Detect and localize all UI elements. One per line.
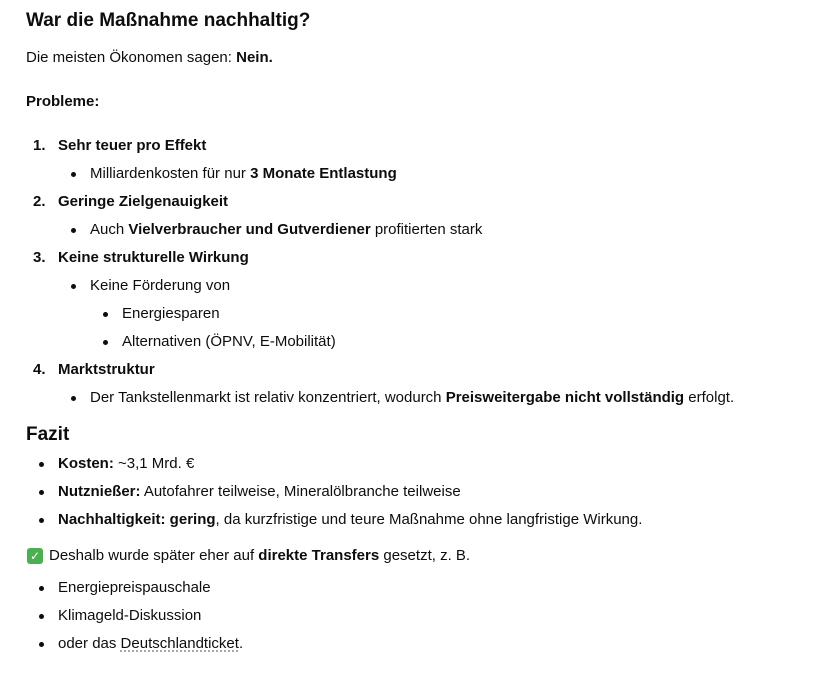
problem-item [26,188,814,244]
problem-item [26,132,814,188]
problem-title: Keine strukturelle Wirkung [58,249,249,266]
example-item: oder das Deutschlandticket. [26,630,814,658]
problem-title: Marktstruktur [58,361,155,378]
problem-detail-list [58,160,814,188]
deutschlandticket-link[interactable]: Deutschlandticket [120,635,239,652]
problem-detail: Auch Vielverbraucher und Gutverdiener profitierten stark [58,216,814,244]
fazit-item: Nachhaltigkeit: gering, da kurzfristige und teure Maßnahme ohne langfristige Wirkung. [26,506,814,534]
intro-answer: Nein. [236,49,273,66]
section-heading: War die Maßnahme nachhaltig? [26,10,311,31]
problem-detail-list [58,384,814,412]
example-item: Klimageld-Diskussion [26,602,814,630]
problem-number: 3. [33,249,46,266]
examples-list [26,574,814,658]
check-mark-button-icon: ✓ [27,548,43,564]
fazit-list [26,450,814,534]
problem-subdetail-list [90,300,814,356]
problem-item [26,244,814,356]
conclusion-text: Deshalb wurde später eher auf direkte Transfers gesetzt, z. B. [49,547,471,564]
problem-detail: Der Tankstellenmarkt ist relativ konzentriert, wodurch Preisweitergabe nicht vollständig erfolgt. [58,384,814,412]
problem-item [26,356,814,412]
fazit-item: Nutznießer: Autofahrer teilweise, Mineralölbranche teilweise [26,478,814,506]
intro-paragraph [26,44,814,72]
problem-detail: Keine Förderung von Energiesparen Alternativen (ÖPNV, E-Mobilität) [58,272,814,356]
fazit-heading: Fazit [26,424,70,445]
problem-number: 4. [33,361,46,378]
problem-title: Geringe Zielgenauigkeit [58,193,229,210]
problem-number: 2. [33,193,46,210]
problems-list [26,132,814,412]
problem-detail-list [58,216,814,244]
problems-label: Probleme: [26,93,100,110]
example-item: Energiepreispauschale [26,574,814,602]
problem-subdetail: Energiesparen [90,300,814,328]
intro-text: Die meisten Ökonomen sagen: [26,49,237,66]
problem-number: 1. [33,137,46,154]
problem-detail-list [58,272,814,356]
fazit-item: Kosten: ~3,1 Mrd. € [26,450,814,478]
conclusion-line [26,542,814,570]
problem-detail: Milliardenkosten für nur 3 Monate Entlastung [58,160,814,188]
problem-subdetail: Alternativen (ÖPNV, E-Mobilität) [90,328,814,356]
problem-title: Sehr teuer pro Effekt [58,137,207,154]
